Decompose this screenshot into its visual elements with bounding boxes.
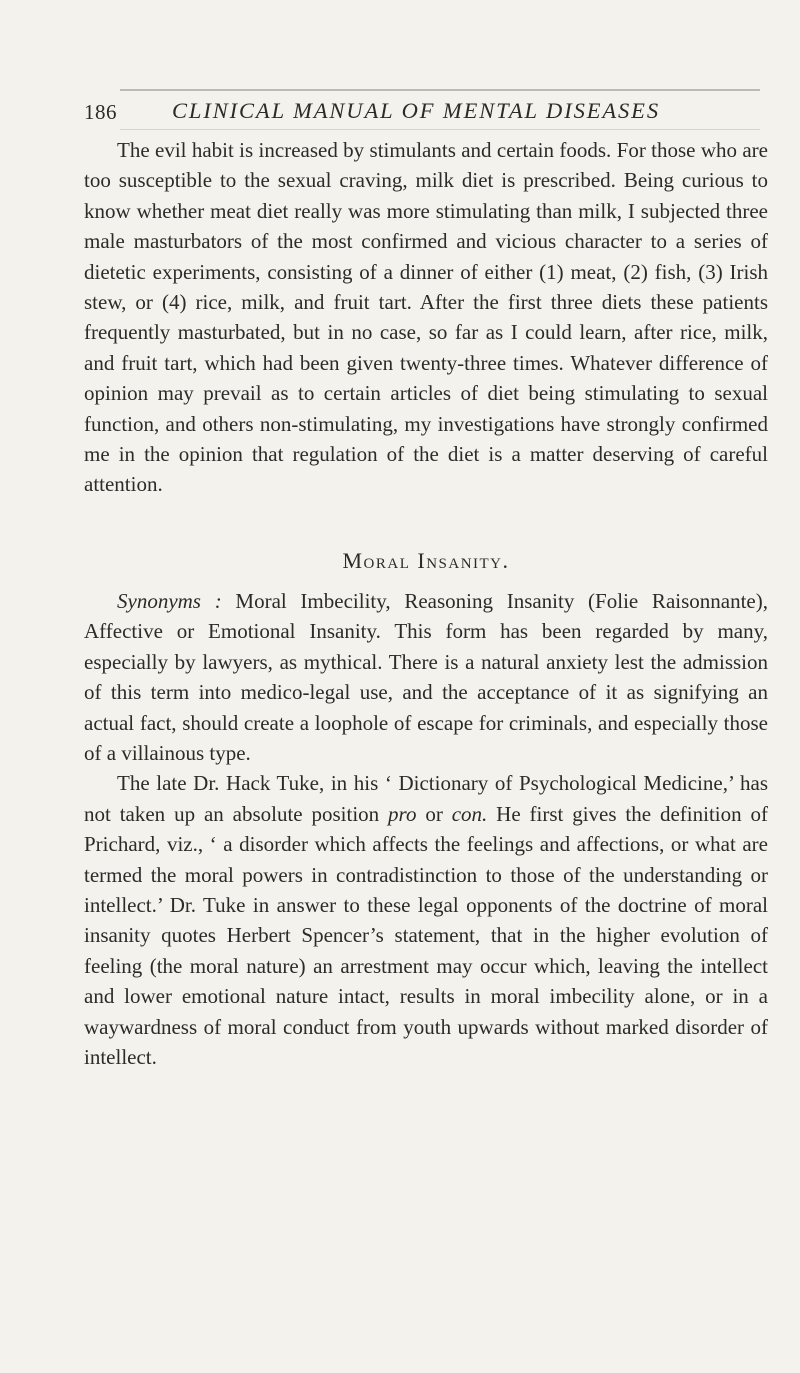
header-rule xyxy=(120,129,760,130)
paragraph-synonyms xyxy=(84,586,768,768)
section-heading xyxy=(84,546,768,576)
tuke-text-1: The late Dr. Hack Tuke, in his ‘ Dictionary of Psychological Medicine,’ has not taken up an absolute position xyxy=(84,771,768,826)
running-head: CLINICAL MANUAL OF MENTAL DISEASES xyxy=(172,98,660,123)
tuke-text-2: He first gives the definition of Prichard, viz., ‘ a disorder which affects the feelings and affections, or what are termed the moral powers in contradistinction to those of the understanding or intellect.’ Dr. Tuke in answer to these legal opponents of the doctrine of moral insanity quotes Herbert Spencer’s statement, that in the higher evolution of feeling (the moral nature) an arrestment may occur which, leaving the intellect and lower emotional nature intact, results in moral imbecility alone, or in a waywardness of moral conduct from youth upwards without marked disorder of intellect. xyxy=(84,801,768,1069)
synonyms-text: Moral Imbecility, Reasoning Insanity (Folie Raisonnante), Affective or Emotional Insanity. This form has been regarded by many, especially by lawyers, as mythical. There is a natural anxiety lest the admission of this term into medico-legal use, and the acceptance of it as signifying an actual fact, should create a loophole of escape for criminals, and especially those of a villainous type. xyxy=(84,588,768,765)
pro-term: pro xyxy=(388,801,417,826)
section-heading-text: Moral Insanity. xyxy=(342,547,510,573)
body-text xyxy=(84,135,768,1072)
paragraph-diet: The evil habit is increased by stimulants and certain foods. For those who are too susceptible to the sexual craving, milk diet is prescribed. Being curious to know whether meat diet really was more stimulating than milk, I subjected three male masturbators of the most confirmed and vicious character to a series of dietetic experiments, consisting of a dinner of either (1) meat, (2) fish, (3) Irish stew, or (4) rice, milk, and fruit tart. After the first three diets these patients frequently masturbated, but in no case, so far as I could learn, after rice, milk, and fruit tart, which had been given twenty-three times. Whatever difference of opinion may prevail as to certain articles of diet being stimulating to sexual function, and others non-stimulating, my investigations have strongly confirmed me in the opinion that regulation of the diet is a matter deserving of careful attention. xyxy=(84,138,768,497)
con-term: con. xyxy=(451,801,488,826)
paragraph-tuke xyxy=(84,768,768,1072)
or-word: or xyxy=(416,801,452,826)
top-rule xyxy=(120,89,760,91)
synonyms-label: Synonyms : xyxy=(117,588,222,613)
page-number: 186 xyxy=(84,100,117,124)
page-header xyxy=(84,92,764,132)
